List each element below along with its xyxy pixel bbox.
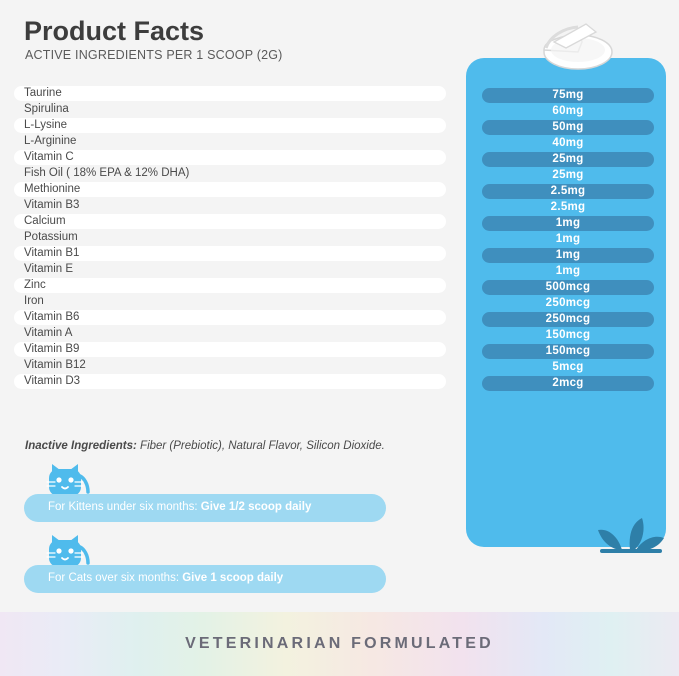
list-item: [482, 296, 654, 312]
list-item: [482, 88, 654, 104]
ingredient-name: Iron: [24, 295, 44, 307]
ingredient-name: Vitamin B12: [24, 359, 86, 371]
ingredient-name: Fish Oil ( 18% EPA & 12% DHA): [24, 167, 190, 179]
list-item: [14, 150, 446, 166]
list-item: [482, 280, 654, 296]
list-item: [14, 326, 446, 342]
ingredient-name: Zinc: [24, 279, 46, 291]
list-item: [482, 360, 654, 376]
dose-amount: 50mg: [552, 121, 584, 133]
list-item: [14, 118, 446, 134]
inactive-ingredients-label: Inactive Ingredients:: [25, 440, 137, 452]
row-background: [14, 102, 446, 117]
list-item: [14, 278, 446, 294]
list-item: [482, 312, 654, 328]
dose-amount-list: [482, 88, 654, 392]
dose-amount: 1mg: [555, 265, 581, 277]
dose-amount: 150mcg: [545, 329, 591, 341]
dosage-kitten-text: [48, 501, 311, 513]
list-item: [482, 344, 654, 360]
dose-amount: 75mg: [552, 89, 584, 101]
footer-banner: [0, 612, 679, 676]
ingredient-name: Spirulina: [24, 103, 69, 115]
dose-amount: 150mcg: [545, 345, 591, 357]
ingredient-name: Vitamin A: [24, 327, 73, 339]
ingredient-name: Vitamin B6: [24, 311, 80, 323]
dose-amount: 25mg: [552, 169, 584, 181]
ingredient-name: Vitamin B1: [24, 247, 80, 259]
dose-amount: 2.5mg: [550, 185, 586, 197]
list-item: [482, 264, 654, 280]
list-item: [14, 262, 446, 278]
row-background: [14, 294, 446, 309]
row-background: [14, 326, 446, 341]
dose-amount: 60mg: [552, 105, 584, 117]
page-title: Product Facts: [24, 16, 205, 46]
footer-text: VETERINARIAN FORMULATED: [185, 635, 494, 652]
list-item: [14, 310, 446, 326]
row-background: [14, 262, 446, 277]
list-item: [14, 198, 446, 214]
plant-leaves-icon: [592, 516, 670, 558]
list-item: [14, 134, 446, 150]
ingredient-list: [14, 86, 446, 390]
dose-amount: 40mg: [552, 137, 584, 149]
ingredient-name: L-Arginine: [24, 135, 77, 147]
list-item: [482, 184, 654, 200]
list-item: [14, 86, 446, 102]
dose-amount: 1mg: [555, 217, 581, 229]
ingredient-name: Vitamin E: [24, 263, 74, 275]
dose-amount: 2.5mg: [550, 201, 586, 213]
list-item: [14, 294, 446, 310]
ingredient-name: Vitamin B9: [24, 343, 80, 355]
ingredient-name: Potassium: [24, 231, 78, 243]
ingredient-name: Vitamin D3: [24, 375, 81, 387]
ingredient-name: L-Lysine: [24, 119, 68, 131]
dosage-kitten-prefix: For Kittens under six months:: [48, 501, 201, 513]
dose-amount: 1mg: [555, 233, 581, 245]
list-item: [482, 104, 654, 120]
list-item: [14, 182, 446, 198]
list-item: [14, 166, 446, 182]
list-item: [482, 328, 654, 344]
row-background: [14, 118, 446, 133]
row-background: [14, 150, 446, 165]
dose-amount: 2mcg: [552, 377, 584, 389]
dosage-cat: [24, 565, 386, 593]
list-item: [14, 374, 446, 390]
dosage-kitten-amount: Give 1/2 scoop daily: [200, 501, 312, 513]
list-item: [482, 376, 654, 392]
list-item: [482, 216, 654, 232]
ingredient-name: Vitamin B3: [24, 199, 80, 211]
list-item: [482, 120, 654, 136]
dosage-kitten: [24, 494, 386, 522]
list-item: [14, 342, 446, 358]
page-subtitle: ACTIVE INGREDIENTS PER 1 SCOOP (2G): [25, 48, 283, 62]
list-item: [482, 200, 654, 216]
dose-amount: 250mcg: [545, 297, 591, 309]
dosage-cat-prefix: For Cats over six months:: [48, 572, 183, 584]
ingredient-name: Vitamin C: [24, 151, 74, 163]
row-background: [14, 214, 446, 229]
measuring-scoop-icon: [516, 6, 626, 76]
dosage-cat-text: [48, 572, 283, 584]
ingredient-name: Methionine: [24, 183, 81, 195]
list-item: [482, 168, 654, 184]
list-item: [14, 358, 446, 374]
row-background: [14, 86, 446, 101]
dose-amount: 250mcg: [545, 313, 591, 325]
dosage-cat-amount: Give 1 scoop daily: [182, 572, 284, 584]
row-background: [14, 230, 446, 245]
inactive-ingredients-text: Fiber (Prebiotic), Natural Flavor, Silicon Dioxide.: [136, 440, 385, 452]
row-background: [14, 278, 446, 293]
list-item: [14, 230, 446, 246]
list-item: [482, 152, 654, 168]
list-item: [482, 232, 654, 248]
dose-amount: 500mcg: [545, 281, 591, 293]
list-item: [14, 214, 446, 230]
row-background: [14, 134, 446, 149]
list-item: [482, 248, 654, 264]
dose-amount: 1mg: [555, 249, 581, 261]
list-item: [14, 246, 446, 262]
inactive-ingredients: [25, 440, 385, 452]
ingredient-name: Taurine: [24, 87, 62, 99]
list-item: [14, 102, 446, 118]
dose-amount: 5mcg: [552, 361, 584, 373]
list-item: [482, 136, 654, 152]
dose-amount: 25mg: [552, 153, 584, 165]
ingredient-name: Calcium: [24, 215, 66, 227]
